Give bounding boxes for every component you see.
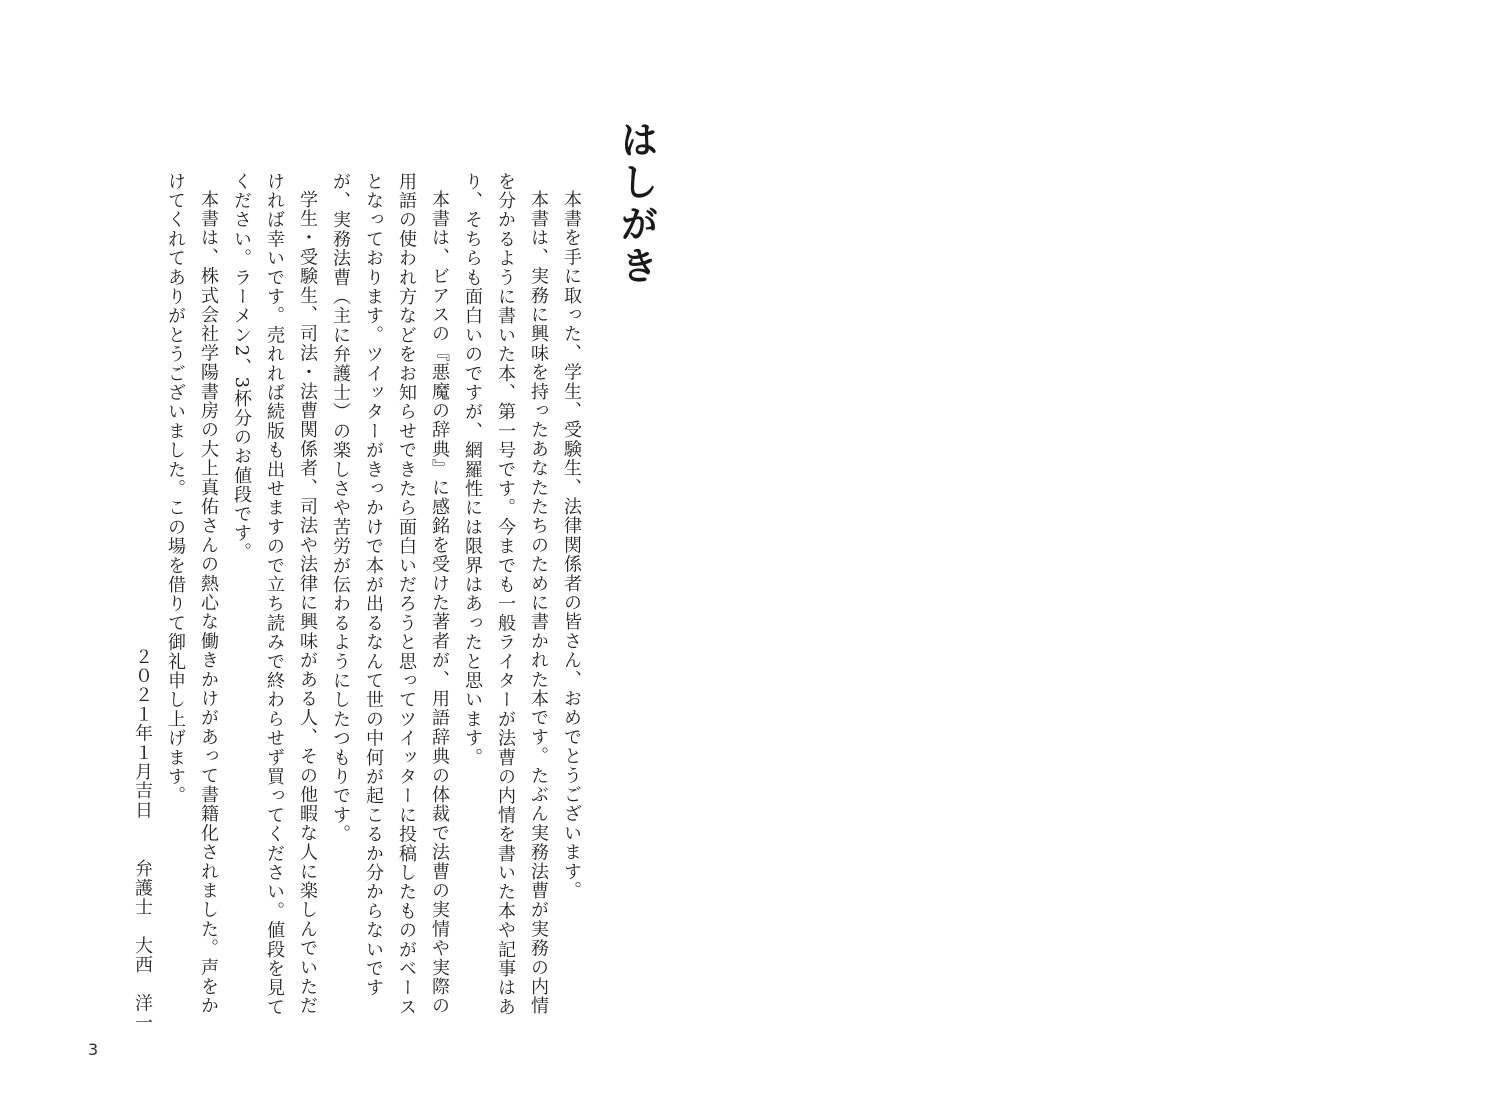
preface-paragraph: 本書は、株式会社学陽書房の大上真佑さんの熱心な働きかけがあって書籍化されました。声をかけてくれてありがとうございました。この場を借りて御礼申し上げます。	[165, 172, 219, 1016]
signature	[126, 172, 159, 1032]
preface-paragraph: 本書は、ビアスの『悪魔の辞典』に感銘を受けた著者が、用語辞典の体裁で法曹の実情や実際の用語の使われ方などをお知らせできたら面白いだろうと思ってツイッターに投稿したものがベースとなっております。ツイッターがきっかけで本が出るなんて世の中何が起こるか分からないですが、実務法曹（主に弁護士）の楽しさや苦労が伝わるようにしたつもりです。	[330, 172, 450, 1017]
signature-date: ２０２１年１月吉日	[132, 646, 153, 820]
page-number: 3	[88, 1040, 99, 1059]
preface-paragraph: 本書を手に取った、学生、受験生、法律関係者の皆さん、おめでとうございます。	[561, 190, 582, 901]
preface-paragraph: 学生・受験生、司法・法曹関係者、司法や法律に興味がある人、その他暇な人に楽しんでいただければ幸いです。売れれば続版も出せますので立ち読みで終わらせず買ってください。値段を見てください。ラーメン2、3杯分のお値段です。	[231, 172, 318, 1017]
page-title: はしがき	[614, 120, 658, 288]
preface-paragraph: 本書は、実務に興味を持ったあなたたちのために書かれた本です。たぶん実務法曹が実務の内情を分かるように書いた本、第一号です。今までも一般ライターが法曹の内情を書いた本や記事はあり、そちらも面白いのですが、網羅性には限界はあったと思います。	[462, 172, 549, 1017]
preface-body	[132, 172, 588, 1032]
signature-author: 弁護士 大西 洋一	[132, 859, 153, 1032]
